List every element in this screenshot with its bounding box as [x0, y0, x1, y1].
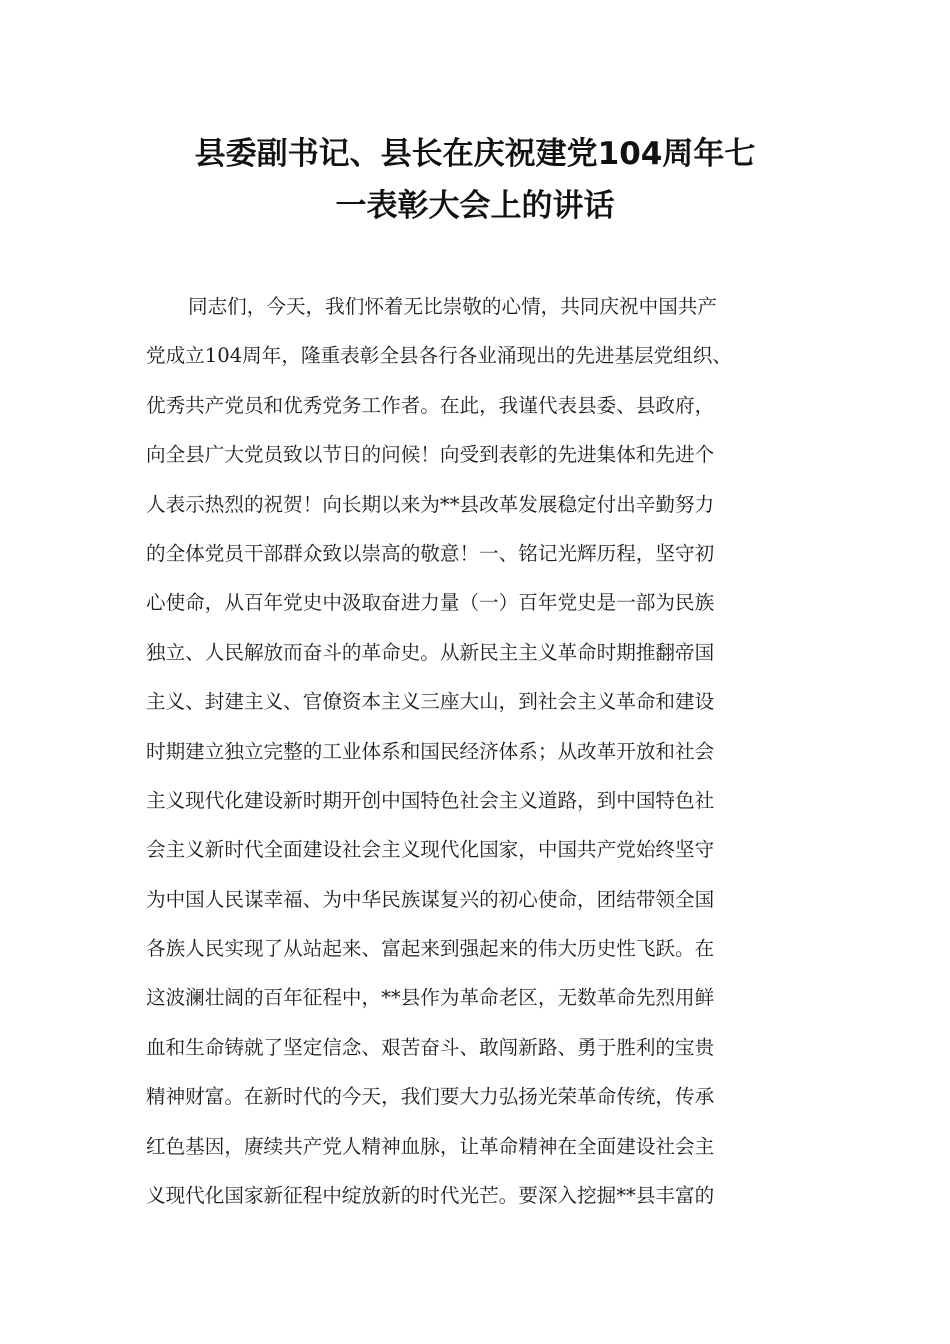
body-line: 优秀共产党员和优秀党务工作者。在此，我谨代表县委、县政府，: [146, 393, 715, 417]
body-line: 心使命，从百年党史中汲取奋进力量（一）百年党史是一部为民族: [146, 591, 715, 615]
body-line: 时期建立独立完整的工业体系和国民经济体系；从改革开放和社会: [146, 739, 715, 763]
body-line: 的全体党员干部群众致以崇高的敬意！一、铭记光辉历程，坚守初: [146, 541, 715, 565]
body-line: 独立、人民解放而奋斗的革命史。从新民主主义革命时期推翻帝国: [146, 640, 715, 664]
body-line: 为中国人民谋幸福、为中华民族谋复兴的初心使命，团结带领全国: [146, 887, 715, 911]
body-line: 精神财富。在新时代的今天，我们要大力弘扬光荣革命传统，传承: [146, 1085, 715, 1109]
body-line: 义现代化国家新征程中绽放新的时代光芒。要深入挖掘**县丰富的: [146, 1184, 715, 1208]
title-line: 县委副书记、县长在庆祝建党104周年七: [194, 136, 756, 172]
title-line: 一表彰大会上的讲话: [335, 188, 615, 224]
body-line: 会主义新时代全面建设社会主义现代化国家，中国共产党始终坚守: [146, 838, 715, 862]
body-line: 主义现代化建设新时期开创中国特色社会主义道路，到中国特色社: [146, 788, 715, 812]
body-line: 各族人民实现了从站起来、富起来到强起来的伟大历史性飞跃。在: [146, 937, 715, 961]
body-line: 同志们，今天，我们怀着无比崇敬的心情，共同庆祝中国共产: [188, 295, 718, 318]
body-line: 主义、封建主义、官僚资本主义三座大山，到社会主义革命和建设: [146, 690, 715, 714]
body-line: 向全县广大党员致以节日的问候！向受到表彰的先进集体和先进个: [146, 443, 715, 467]
body-line: 党成立104周年，隆重表彰全县各行各业涌现出的先进基层党组织、: [146, 344, 733, 368]
body-line: 这波澜壮阔的百年征程中，**县作为革命老区，无数革命先烈用鲜: [146, 986, 715, 1010]
body-line: 血和生命铸就了坚定信念、艰苦奋斗、敢闯新路、勇于胜利的宝贵: [146, 1035, 715, 1059]
document-body: [146, 282, 846, 1220]
body-line: 人表示热烈的祝贺！向长期以来为**县改革发展稳定付出辛勤努力: [146, 492, 715, 516]
document-title: [0, 128, 950, 232]
body-line: 红色基因，赓续共产党人精神血脉，让革命精神在全面建设社会主: [146, 1134, 715, 1158]
